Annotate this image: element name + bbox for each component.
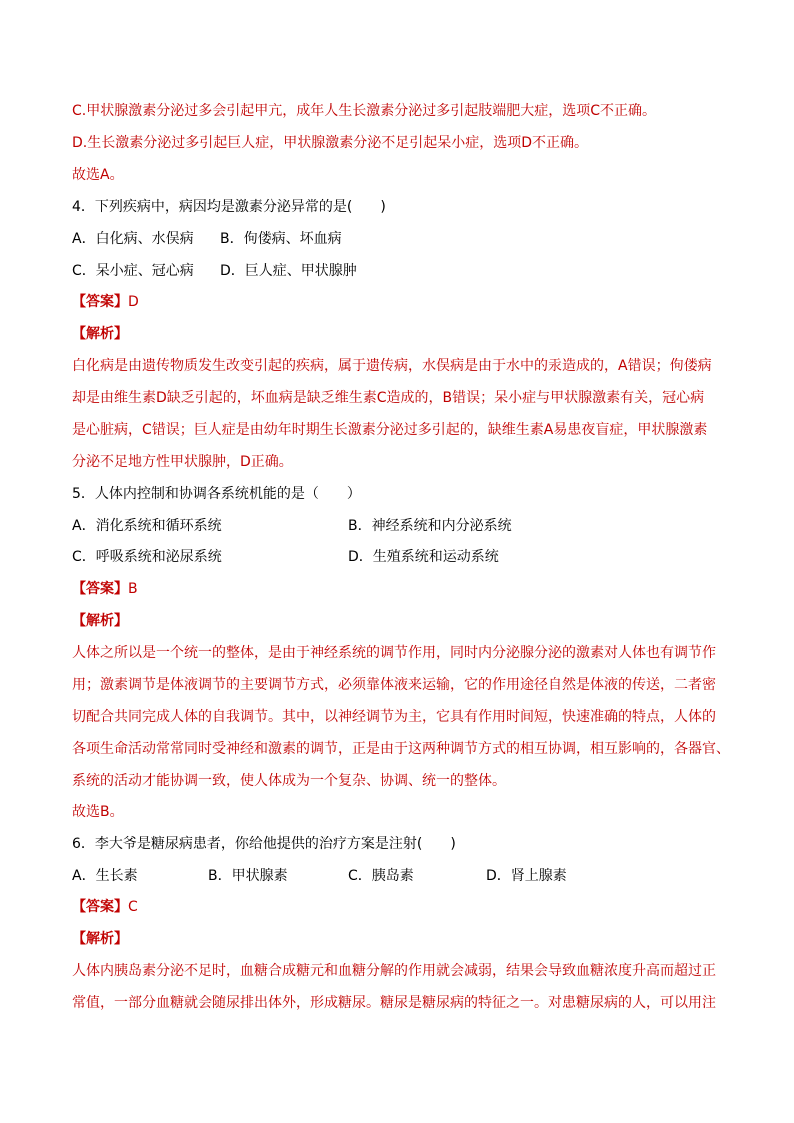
q5-analysis-line-3: 切配合共同完成人体的自我调节。其中，以神经调节为主，它具有作用时间短，快速准确的特点，人体的 <box>72 709 716 725</box>
q5-analysis-line-4: 各项生命活动常常同时受神经和激素的调节，正是由于这两种调节方式的相互协调，相互影响的，各器官、 <box>72 741 730 757</box>
q6-analysis-label: 【解析】 <box>72 931 128 947</box>
q5-analysis-label: 【解析】 <box>72 613 128 629</box>
q5-option-b: B．神经系统和内分泌系统 <box>348 518 512 534</box>
q4-analysis-line-4: 分泌不足地方性甲状腺肿，D正确。 <box>72 454 293 470</box>
q5-option-c: C．呼吸系统和泌尿系统 <box>72 549 222 565</box>
prev-explanation-d: D.生长激素分泌过多引起巨人症，甲状腺激素分泌不足引起呆小症，选项D不正确。 <box>72 135 589 151</box>
q5-answer-value: B <box>128 581 138 597</box>
q5-answer <box>72 579 138 599</box>
q6-option-c: C．胰岛素 <box>348 868 414 884</box>
q6-stem: 6．李大爷是糖尿病患者，你给他提供的治疗方案是注射( ) <box>72 836 456 852</box>
q6-answer <box>72 897 138 917</box>
q4-option-d: D．巨人症、甲状腺肿 <box>220 263 357 279</box>
q6-answer-value: C <box>128 899 138 915</box>
q5-analysis-line-1: 人体之所以是一个统一的整体，是由于神经系统的调节作用，同时内分泌腺分泌的激素对人体也有调节作 <box>72 645 716 661</box>
q6-option-a: A．生长素 <box>72 868 138 884</box>
q6-answer-label: 【答案】 <box>72 899 128 915</box>
q4-option-c: C．呆小症、冠心病 <box>72 263 194 279</box>
q4-answer <box>72 292 139 312</box>
q6-analysis-line-2: 常值，一部分血糖就会随尿排出体外，形成糖尿。糖尿是糖尿病的特征之一。对患糖尿病的人，可以用注 <box>72 995 716 1011</box>
q4-stem: 4．下列疾病中，病因均是激素分泌异常的是( ) <box>72 199 386 215</box>
q6-analysis-line-1: 人体内胰岛素分泌不足时，血糖合成糖元和血糖分解的作用就会减弱，结果会导致血糖浓度升高而超过正 <box>72 963 716 979</box>
q4-analysis-line-3: 是心脏病，C错误；巨人症是由幼年时期生长激素分泌过多引起的，缺维生素A易患夜盲症，甲状腺激素 <box>72 422 708 438</box>
q5-stem: 5．人体内控制和协调各系统机能的是（ ） <box>72 486 361 502</box>
q4-analysis-line-2: 却是由维生素D缺乏引起的，坏血病是缺乏维生素C造成的，B错误；呆小症与甲状腺激素有关，冠心病 <box>72 390 705 406</box>
prev-conclusion: 故选A。 <box>72 167 124 183</box>
q6-option-b: B．甲状腺素 <box>208 868 288 884</box>
q4-analysis-line-1: 白化病是由遗传物质发生改变引起的疾病，属于遗传病，水俣病是由于水中的汞造成的，A错误；佝偻病 <box>72 358 712 374</box>
prev-explanation-c: C.甲状腺激素分泌过多会引起甲亢，成年人生长激素分泌过多引起肢端肥大症，选项C不正确。 <box>72 103 656 119</box>
q4-analysis-label: 【解析】 <box>72 326 128 342</box>
q4-answer-value: D <box>128 294 139 310</box>
q5-option-a: A．消化系统和循环系统 <box>72 518 222 534</box>
q4-answer-label: 【答案】 <box>72 294 128 310</box>
q5-conclusion: 故选B。 <box>72 804 124 820</box>
q4-option-b: B．佝偻病、坏血病 <box>220 231 342 247</box>
q5-analysis-line-2: 用；激素调节是体液调节的主要调节方式，必须靠体液来运输，它的作用途径自然是体液的传送，二者密 <box>72 677 716 693</box>
q4-option-a: A．白化病、水俣病 <box>72 231 194 247</box>
q5-analysis-line-5: 系统的活动才能协调一致，使人体成为一个复杂、协调、统一的整体。 <box>72 773 506 789</box>
q5-option-d: D．生殖系统和运动系统 <box>348 549 499 565</box>
q6-option-d: D．肾上腺素 <box>486 868 567 884</box>
q5-answer-label: 【答案】 <box>72 581 128 597</box>
